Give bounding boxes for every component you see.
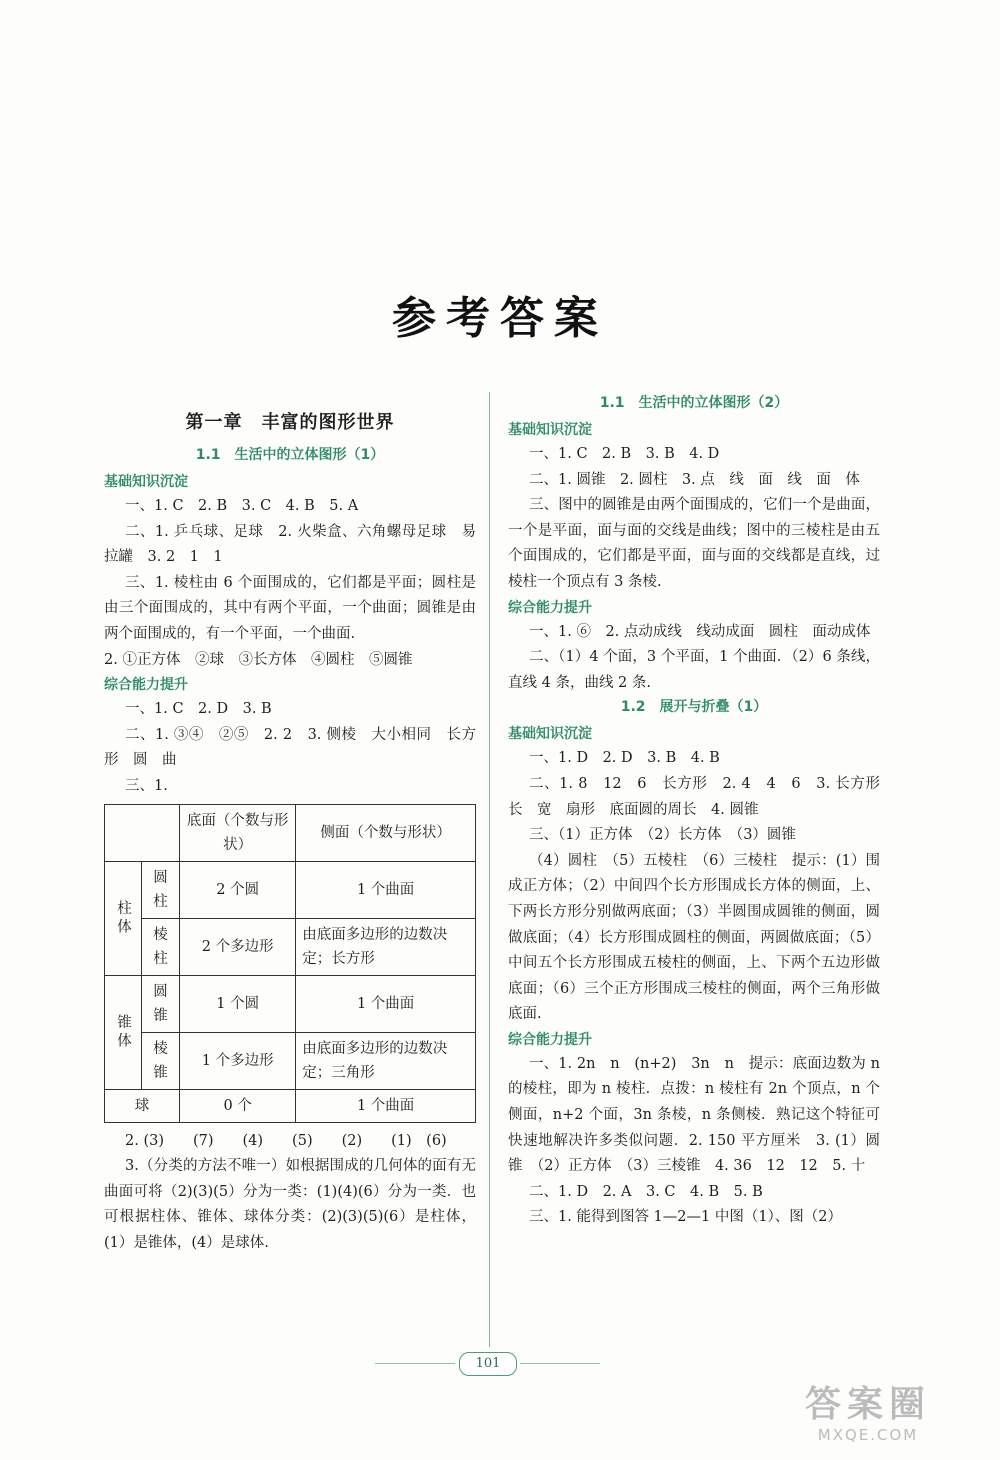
answer-paragraph: 2. ①正方体 ②球 ③长方体 ④圆柱 ⑤圆锥 <box>104 651 413 668</box>
page-footer <box>0 1352 1000 1376</box>
table-header-cell: 侧面（个数与形状） <box>296 804 476 861</box>
answer-paragraph: 三、（1）正方体 （2）长方体 （3）圆锥 <box>529 827 796 844</box>
answer-paragraph: 三、图中的圆锥是由两个面围成的，它们一个是曲面，一个是平面，面与面的交线是曲线；图中的三棱柱是由五个面围成的，它们都是平面，面与面的交线都是直线，过棱柱一个顶点有 3 条棱. <box>508 497 880 590</box>
answer-paragraph: 二、1. 圆锥 2. 圆柱 3. 点 线 面 线 面 体 <box>529 471 860 488</box>
subhead-basic: 基础知识沉淀 <box>508 422 592 438</box>
footer-ornament-left <box>375 1363 455 1364</box>
answer-paragraph: 三、1. 棱柱由 6 个面围成的，它们都是平面；圆柱是由三个面围成的，其中有两个平面，一个曲面；圆锥是由两个面围成的，有一个平面，一个曲面. <box>104 574 476 642</box>
table-cell: 0 个 <box>180 1089 296 1122</box>
table-cell: 由底面多边形的边数决定；长方形 <box>296 918 476 975</box>
table-row <box>105 861 476 918</box>
table-cell: 1 个多边形 <box>180 1032 296 1089</box>
watermark-logo <box>758 1384 978 1446</box>
table-cell: 圆柱 <box>142 861 180 918</box>
answer-paragraph: 一、1. ⑥ 2. 点动成线 线动成面 圆柱 面动成体 <box>529 623 871 640</box>
table-row <box>105 975 476 1032</box>
watermark-url: MXQE.COM <box>817 1426 919 1444</box>
table-header-cell: 底面（个数与形状） <box>180 804 296 861</box>
answer-paragraph: 二、1. 乒乓球、足球 2. 火柴盒、六角螺母足球 易拉罐 3. 2 1 1 <box>104 523 476 566</box>
column-divider <box>489 392 490 1347</box>
answer-paragraph: 二、1. ③④ ②⑤ 2. 2 3. 侧棱 大小相同 长方形 圆 曲 <box>104 726 476 769</box>
page-number: 101 <box>459 1352 517 1376</box>
table-row <box>105 1032 476 1089</box>
table-cell: 由底面多边形的边数决定；三角形 <box>296 1032 476 1089</box>
answer-paragraph: 2. (3) (7) (4) (5) (2) (1) (6) <box>125 1132 447 1149</box>
section-title: 1.1 生活中的立体图形（1） <box>195 447 385 463</box>
table-cell: 球 <box>105 1089 180 1122</box>
answer-paragraph: 三、1. 能得到图答 1—2—1 中图（1）、图（2） <box>529 1209 843 1226</box>
table-cell: 棱柱 <box>142 918 180 975</box>
footer-ornament-right <box>520 1363 600 1364</box>
table-cell: 2 个圆 <box>180 861 296 918</box>
table-group-cell: 柱体 <box>105 861 142 975</box>
answer-paragraph: 一、1. 2n n (n+2) 3n n 提示：底面边数为 n 的棱柱，即为 n 棱柱．点拨：n 棱柱有 2n 个顶点，n 个侧面，n+2 个面，3n 条棱，n 条侧棱．熟记这个特征可快速地解决许多类似问题．2. 150 平方厘米 3. (1）圆锥 （2）正方体 （3）三棱锥 4. 36 12 12 5. 十 <box>508 1055 880 1175</box>
chapter-title: 第一章 丰富的图形世界 <box>185 412 395 433</box>
subhead-basic: 基础知识沉淀 <box>104 474 188 490</box>
answer-paragraph: 3.（分类的方法不唯一）如根据围成的几何体的面有无曲面可将（2)(3)(5）分为一类：(1)(4)(6）分为一类．也可根据柱体、锥体、球体分类：(2)(3)(5)(6）是柱体，(1）是锥体，(4）是球体. <box>104 1158 476 1251</box>
answer-paragraph: 二、1. D 2. A 3. C 4. B 5. B <box>529 1183 763 1200</box>
right-column <box>508 392 895 1231</box>
answer-paragraph: 一、1. C 2. B 3. B 4. D <box>529 446 720 462</box>
answer-paragraph: 二、（1）4 个面，3 个平面，1 个曲面．（2）6 条线，直线 4 条，曲线 2 条. <box>508 649 880 691</box>
answer-paragraph: 三、1. <box>125 777 168 794</box>
table-header-row <box>105 804 476 861</box>
subhead-comprehensive: 综合能力提升 <box>508 599 592 616</box>
section-title: 1.1 生活中的立体图形（2） <box>599 395 789 411</box>
answer-paragraph: 一、1. C 2. D 3. B <box>125 701 272 718</box>
subhead-comprehensive: 综合能力提升 <box>104 677 188 694</box>
section-title: 1.2 展开与折叠（1） <box>620 699 768 716</box>
table-cell: 2 个多边形 <box>180 918 296 975</box>
table-cell: 棱锥 <box>142 1032 180 1089</box>
table-row <box>105 918 476 975</box>
answer-table <box>104 804 476 1123</box>
left-column <box>104 408 476 1257</box>
answer-paragraph: 二、1. 8 12 6 长方形 2. 4 4 6 3. 长方形 长 宽 扇形 底面圆的周长 4. 圆锥 <box>508 775 895 818</box>
answer-paragraph: （4）圆柱 （5）五棱柱 （6）三棱柱 提示：(1）围成正方体；（2）中间四个长方形围成长方体的侧面，上、下两长方形分别做两底面；（3）半圆围成圆锥的侧面，圆做底面；（4）长方形围成圆柱的侧面，两圆做底面；（5）中间五个长方形围成五棱柱的侧面，上、下两个五边形做底面；（6）三个正方形围成三棱柱的侧面，两个三角形做底面. <box>508 852 880 1023</box>
watermark-text: 答案圈 <box>804 1384 931 1425</box>
table-row <box>105 1089 476 1122</box>
table-cell: 1 个曲面 <box>296 975 476 1032</box>
table-group-cell: 锥体 <box>105 975 142 1089</box>
page-title: 参考答案 <box>392 293 608 344</box>
answer-paragraph: 一、1. C 2. B 3. C 4. B 5. A <box>125 498 359 514</box>
table-corner-cell <box>105 804 180 861</box>
table-cell: 1 个曲面 <box>296 861 476 918</box>
table-cell: 圆锥 <box>142 975 180 1032</box>
subhead-comprehensive: 综合能力提升 <box>508 1031 592 1048</box>
table-cell: 1 个曲面 <box>296 1089 476 1122</box>
answer-paragraph: 一、1. D 2. D 3. B 4. B <box>529 750 720 767</box>
table-cell: 1 个圆 <box>180 975 296 1032</box>
subhead-basic: 基础知识沉淀 <box>508 726 592 743</box>
